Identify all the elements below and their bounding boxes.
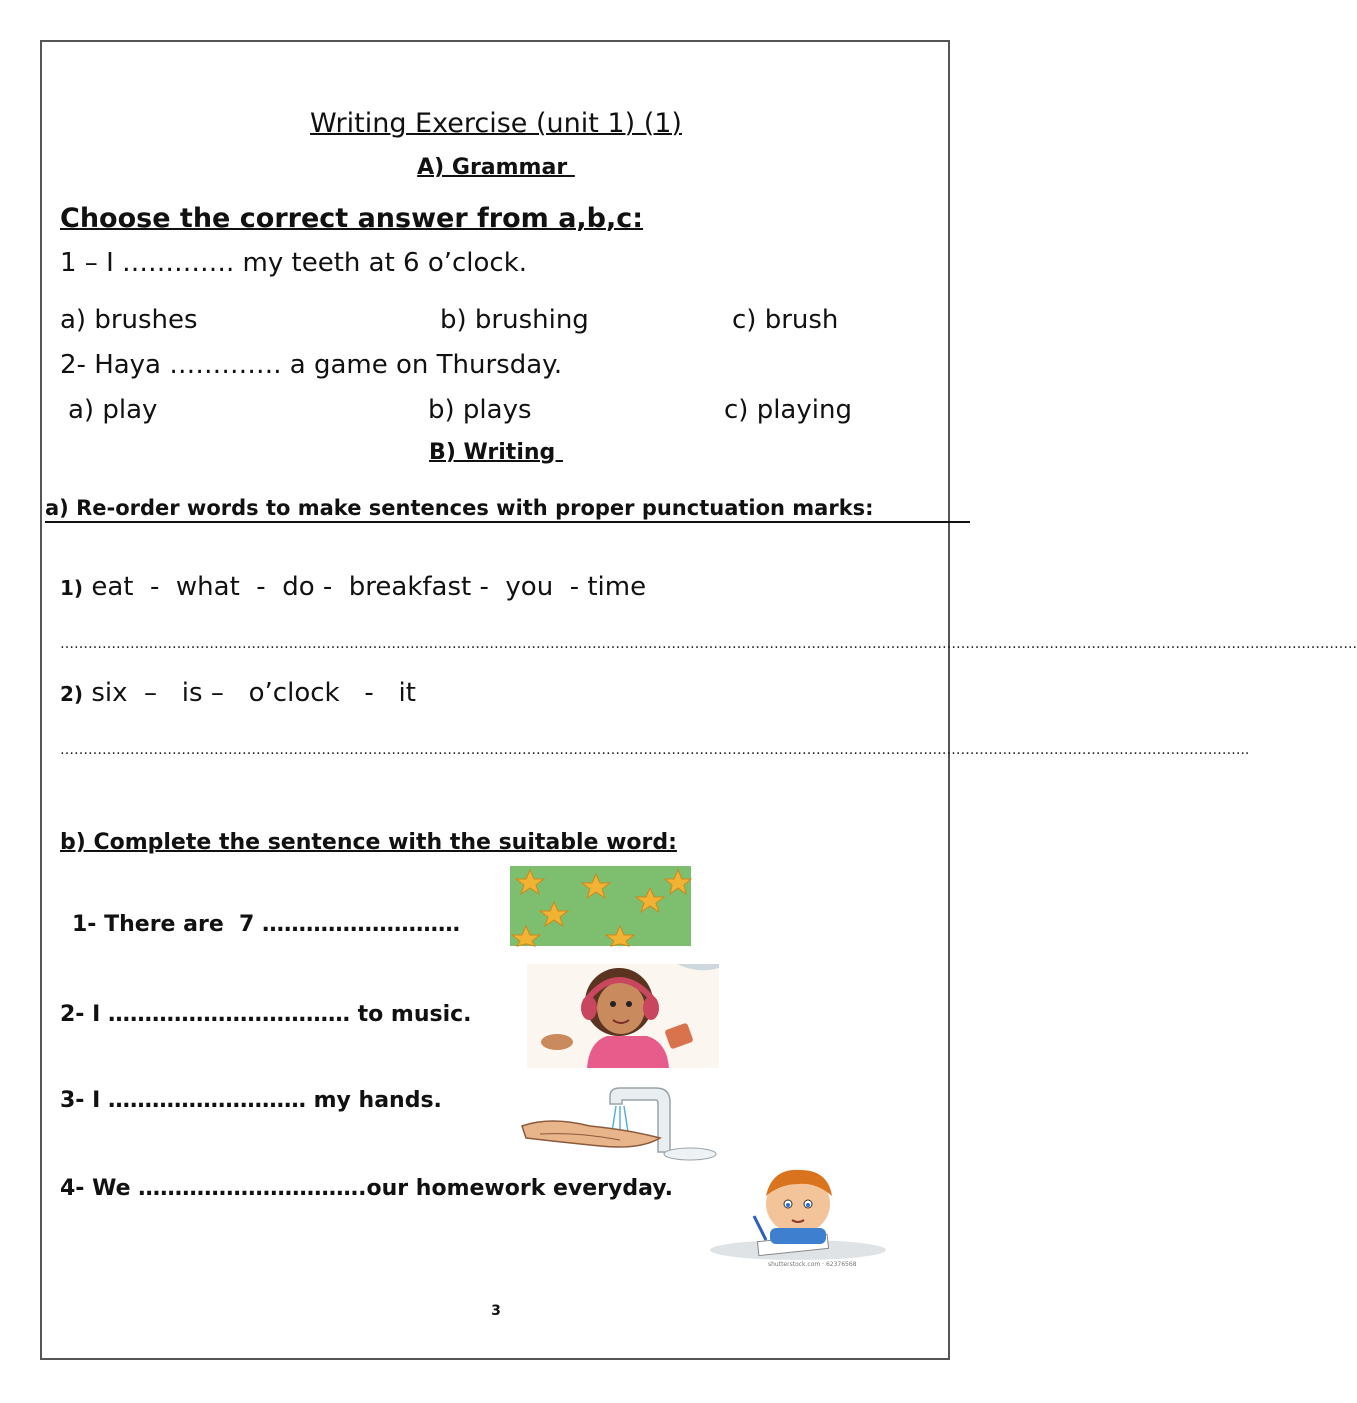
question-2-stem: 2- Haya …………. a game on Thursday. xyxy=(60,350,563,380)
complete-item-4: 4- We ………………………….our homework everyday. xyxy=(60,1176,673,1201)
section-b-heading: B) Writing xyxy=(429,440,563,465)
question-2-option-c[interactable]: c) playing xyxy=(724,395,852,425)
section-b-heading-row xyxy=(0,440,992,465)
reorder-item-2 xyxy=(60,678,416,708)
question-1-option-b[interactable]: b) brushing xyxy=(440,305,589,335)
question-1-stem: 1 – I …………. my teeth at 6 o’clock. xyxy=(60,248,528,278)
question-1-option-a[interactable]: a) brushes xyxy=(60,305,198,335)
worksheet-title: Writing Exercise (unit 1) (1) xyxy=(310,108,682,139)
reorder-item-1-words: eat - what - do - breakfast - you - time xyxy=(91,572,647,602)
complete-instruction: b) Complete the sentence with the suitable word: xyxy=(60,830,677,855)
section-a-heading-row xyxy=(0,155,992,180)
complete-item-2: 2- I …………………………… to music. xyxy=(60,1002,472,1027)
section-a-heading: A) Grammar xyxy=(417,155,575,180)
page-number: 3 xyxy=(491,1303,501,1319)
headphones-icon xyxy=(581,996,597,1020)
question-2-option-b[interactable]: b) plays xyxy=(428,395,532,425)
question-1-option-c[interactable]: c) brush xyxy=(732,305,839,335)
washing-hands-picture xyxy=(520,1082,720,1164)
boy-homework-picture xyxy=(708,1166,890,1270)
answer-line-2[interactable]: …………………………………………………………………………………………………………………………………………………………………….………………………………………………………….. xyxy=(60,742,1250,758)
reorder-item-2-number: 2) xyxy=(60,682,84,706)
grammar-instruction: Choose the correct answer from a,b,c: xyxy=(60,203,644,234)
question-2-option-a[interactable]: a) play xyxy=(68,395,158,425)
reorder-item-2-words: six – is – o’clock - it xyxy=(91,678,416,708)
stars-picture xyxy=(510,866,691,946)
svg-text:shutterstock.com · 62376568: shutterstock.com · 62376568 xyxy=(768,1261,857,1268)
answer-line-1[interactable]: …………………………………………………………………………………………………………………………………………………………………………………………………………………………………………………….. xyxy=(60,636,1357,652)
complete-item-3: 3- I ……………………… my hands. xyxy=(60,1088,442,1113)
reorder-item-1-number: 1) xyxy=(60,576,84,600)
reorder-instruction: a) Re-order words to make sentences with proper punctuation marks: xyxy=(45,495,970,523)
complete-item-1: 1- There are 7 ……………………… xyxy=(72,912,461,937)
worksheet-title-row xyxy=(0,108,992,139)
girl-listening-picture xyxy=(527,964,719,1068)
reorder-item-1 xyxy=(60,572,646,602)
